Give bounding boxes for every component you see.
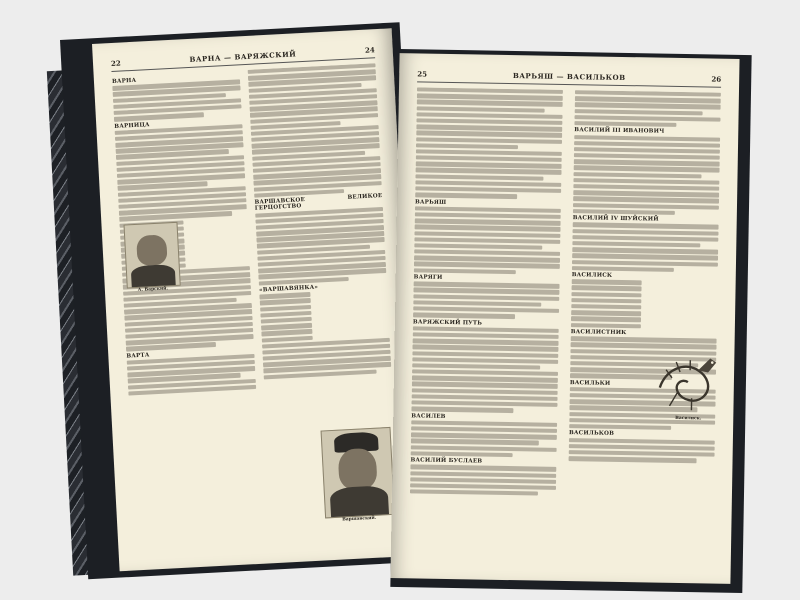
entry-headword: ВАСИЛИЙ IV ШУЙСКИЙ — [572, 215, 659, 223]
right-column-2 — [567, 90, 721, 569]
left-running-title: ВАРНА — ВАРЯЖСКИЙ — [189, 49, 297, 64]
entry-headword: ВАСИЛЬКИ — [569, 379, 611, 387]
portrait-caption: А. Варский. — [137, 286, 169, 293]
basilisk-illustration — [651, 348, 722, 415]
left-page — [92, 28, 419, 571]
entry-headword: ВАРЯГИ — [413, 274, 443, 281]
right-page-number: 25 — [417, 69, 428, 79]
left-page-number-right: 24 — [364, 45, 375, 55]
left-column-1 — [112, 70, 265, 556]
entry-headword: ВАРТА — [126, 352, 150, 360]
right-running-title: ВАРЬЯШ — ВАСИЛЬКОВ — [512, 71, 626, 83]
right-page — [390, 53, 739, 584]
entry-headword: ВАРЬЯШ — [414, 198, 447, 206]
portrait-caption: Варшавский. — [342, 515, 377, 523]
entry-headword: ВАРШАВСКОЕ ВЕЛИКОЕ ГЕРЦОГСТВО — [254, 193, 383, 213]
right-page-header — [417, 67, 721, 87]
right-column-1 — [409, 87, 563, 566]
portrait-photo — [321, 427, 396, 519]
entry-headword: ВАСИЛЬКОВ — [568, 430, 615, 438]
entry-headword: ВАРЯЖСКИЙ ПУТЬ — [412, 318, 483, 327]
entry-headword: ВАСИЛИСТНИК — [570, 329, 627, 337]
entry-headword: ВАРНИЦА — [114, 121, 150, 130]
entry-headword: ВАРНА — [111, 77, 137, 86]
entry-headword: «ВАРШАВЯНКА» — [258, 284, 319, 294]
entry-headword: ВАСИЛИЙ III ИВАНОВИЧ — [574, 127, 665, 136]
left-page-number: 22 — [110, 58, 122, 69]
right-page-number-right: 26 — [711, 74, 722, 84]
entry-headword: ВАСИЛИЙ БУСЛАЕВ — [410, 457, 483, 465]
entry-headword: ВАСИЛЕВ — [411, 412, 446, 420]
illustration-caption: Василиск. — [675, 415, 702, 422]
portrait-photo — [123, 222, 180, 289]
entry-headword: ВАСИЛИСК — [571, 272, 613, 279]
